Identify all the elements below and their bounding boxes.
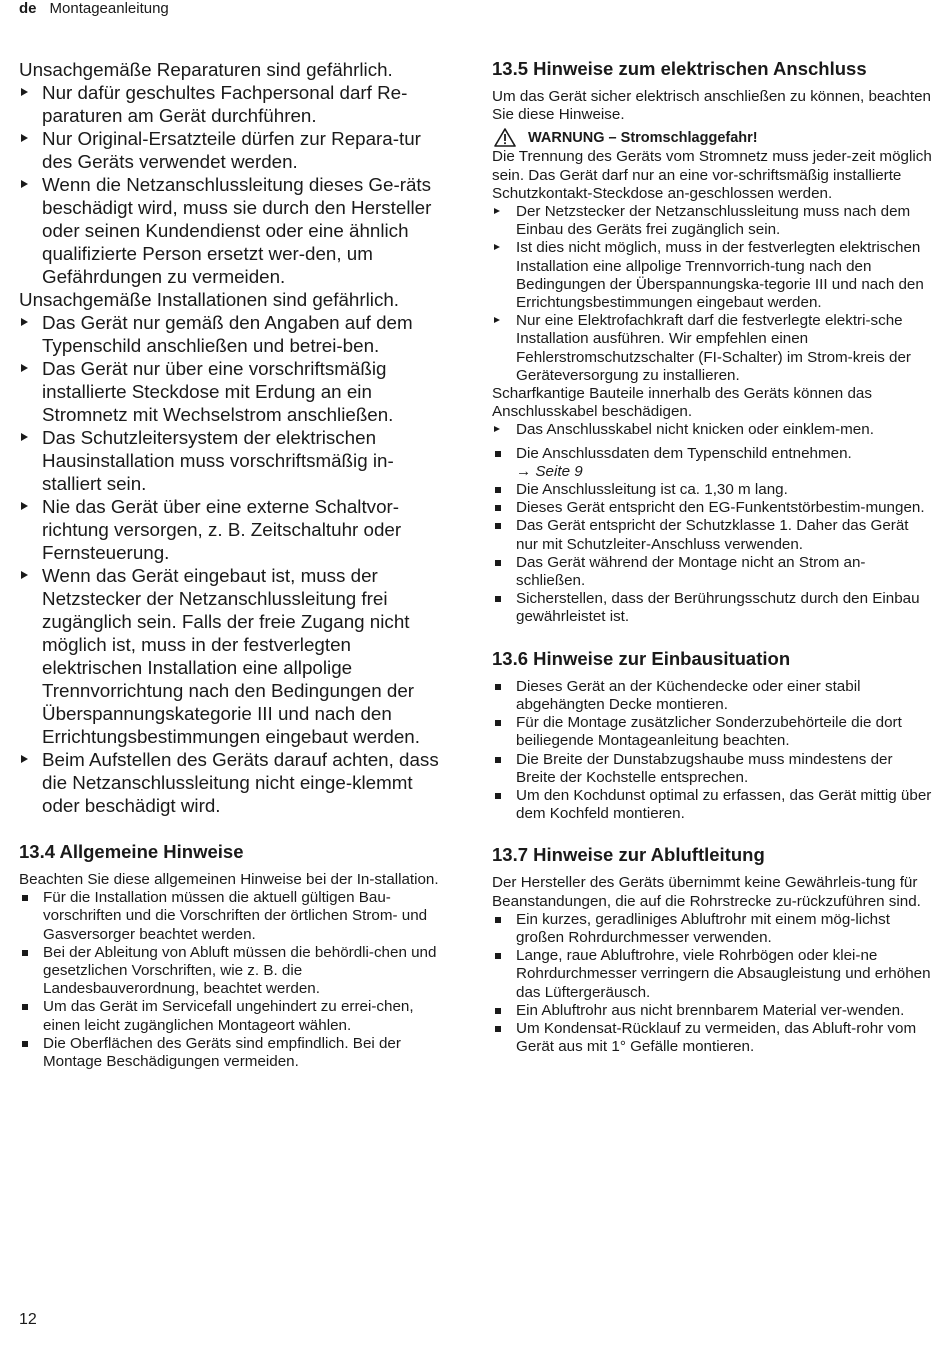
- list-item: Bei der Ableitung von Abluft müssen die behördli-chen und gesetzlichen Vorschriften, wie z. B. die Landesbauverordnung, beachtet werden.: [19, 944, 446, 999]
- list-item: Dieses Gerät an der Küchendecke oder einer stabil abgehängten Decke montieren.: [492, 678, 932, 714]
- list-item: Um den Kochdunst optimal zu erfassen, das Gerät mittig über dem Kochfeld montieren.: [492, 787, 932, 823]
- list-item: Nur dafür geschultes Fachpersonal darf Re-paraturen am Gerät durchführen.: [19, 81, 446, 127]
- list-item: Für die Montage zusätzlicher Sonderzubehörteile die dort beiliegende Montageanleitung beachten.: [492, 714, 932, 750]
- section-intro: Beachten Sie diese allgemeinen Hinweise bei der In-stallation.: [19, 871, 439, 888]
- list-item: Ein Abluftrohr aus nicht brennbarem Material ver-wenden.: [492, 1002, 932, 1020]
- repair-warnings: [19, 58, 446, 817]
- section-13-5: [492, 58, 932, 627]
- list-item: Um das Gerät im Servicefall ungehindert zu errei-chen, einen leicht zugänglichen Montageort wählen.: [19, 998, 446, 1034]
- repair-intro: Unsachgemäße Reparaturen sind gefährlich.: [19, 59, 393, 80]
- exhaust-duct-list: [492, 911, 932, 1057]
- list-item: Ein kurzes, geradliniges Abluftrohr mit einem mög-lichst großen Rohrdurchmesser verwenden.: [492, 911, 932, 947]
- language-code: de: [19, 0, 37, 17]
- page-header: [19, 0, 169, 22]
- document-title: Montageanleitung: [49, 0, 169, 17]
- list-item: Beim Aufstellen des Geräts darauf achten, dass die Netzanschlussleitung nicht einge-klemmt oder beschädigt wird.: [19, 748, 446, 817]
- warning-icon: [494, 128, 516, 147]
- list-item: Das Anschlusskabel nicht knicken oder einklem-men.: [492, 421, 932, 439]
- list-item: Das Gerät nur gemäß den Angaben auf dem Typenschild anschließen und betrei-ben.: [19, 311, 446, 357]
- installation-intro: Unsachgemäße Installationen sind gefährlich.: [19, 289, 400, 310]
- list-item: Das Gerät entspricht der Schutzklasse 1. Daher das Gerät nur mit Schutzleiter-Anschluss verwenden.: [492, 517, 932, 553]
- list-item: Nie das Gerät über eine externe Schaltvor-richtung versorgen, z. B. Zeitschaltuhr oder Fernsteuerung.: [19, 495, 446, 564]
- section-heading: 13.7 Hinweise zur Abluftleitung: [492, 844, 765, 866]
- section-heading: 13.5 Hinweise zum elektrischen Anschluss: [492, 58, 867, 79]
- list-item: Ist dies nicht möglich, muss in der festverlegten elektrischen Installation eine allpolige Trennvorrich-tung nach den Bedingungen der Überspannungska-tegorie III und nach den Errichtungsbestimmungen eingebaut werden.: [492, 239, 932, 312]
- list-item: Die Oberflächen des Geräts sind empfindlich. Bei der Montage Beschädigungen vermeiden.: [19, 1035, 446, 1071]
- sharp-edges-text: Scharfkantige Bauteile innerhalb des Geräts können das Anschlusskabel beschädigen.: [492, 385, 872, 421]
- warning-body: Die Trennung des Geräts vom Stromnetz muss jeder-zeit möglich sein. Das Gerät darf nur an eine vor-schriftsmäßig installierte Schutzkontakt-Steckdose an-geschlossen werden.: [492, 148, 932, 202]
- list-item: Wenn die Netzanschlussleitung dieses Ge-räts beschädigt wird, muss sie durch den Hersteller oder seinen Kundendienst oder eine ähnlich qualifizierte Person ersetzt wer-den, um Gefährdungen zu vermeiden.: [19, 173, 446, 288]
- list-item: Für die Installation müssen die aktuell gültigen Bau-vorschriften und die Vorschriften der örtlichen Strom- und Gasversorger beachtet werden.: [19, 889, 446, 944]
- left-column: [19, 58, 446, 1071]
- warning-text: WARNUNG – Stromschlaggefahr!: [528, 129, 758, 146]
- warning-list: [492, 203, 932, 385]
- list-item: Nur Original-Ersatzteile dürfen zur Repara-tur des Geräts verwendet werden.: [19, 127, 446, 173]
- section-13-7: [492, 844, 932, 1056]
- list-item: [492, 445, 932, 481]
- page-number: 12: [19, 1311, 37, 1328]
- list-item: Nur eine Elektrofachkraft darf die festverlegte elektri-sche Installation ausführen. Wir empfehlen einen Fehlerstromschutzschalter (FI-Schalter) im Strom-kreis der Geräteversorgung zu installieren.: [492, 312, 932, 385]
- warning-label: [492, 128, 932, 147]
- connection-list: [492, 445, 932, 627]
- section-heading: 13.4 Allgemeine Hinweise: [19, 841, 244, 862]
- right-column: [492, 58, 932, 1056]
- list-item: Das Schutzleitersystem der elektrischen Hausinstallation muss vorschriftsmäßig in-stalliert sein.: [19, 426, 446, 495]
- repair-list: [19, 81, 446, 288]
- section-intro: Der Hersteller des Geräts übernimmt keine Gewährleis-tung für Beanstandungen, die auf die Rohrstrecke zu-rückzuführen sind.: [492, 874, 921, 910]
- list-item: Wenn das Gerät eingebaut ist, muss der Netzstecker der Netzanschlussleitung frei zugänglich sein. Falls der freie Zugang nicht möglich ist, muss in der festverlegten elektrischen Installation eine allpolige Trennvorrichtung nach den Bedingungen der Überspannungskategorie III und nach den Errichtungsbestimmungen eingebaut werden.: [19, 564, 446, 748]
- list-item: Um Kondensat-Rücklauf zu vermeiden, das Abluft-rohr vom Gerät aus mit 1° Gefälle montieren.: [492, 1020, 932, 1056]
- list-item: Sicherstellen, dass der Berührungsschutz durch den Einbau gewährleistet ist.: [492, 590, 932, 626]
- list-item: Lange, raue Abluftrohre, viele Rohrbögen oder klei-ne Rohrdurchmesser verringern die Absaugleistung und erhöhen das Lüftergeräusch.: [492, 947, 932, 1002]
- list-item: Der Netzstecker der Netzanschlussleitung muss nach dem Einbau des Geräts frei zugänglich sein.: [492, 203, 932, 239]
- section-13-4: [19, 841, 446, 1071]
- list-item: Das Gerät während der Montage nicht an Strom an-schließen.: [492, 554, 932, 590]
- installation-situation-list: [492, 678, 932, 824]
- sharp-edges-list: [492, 421, 932, 439]
- list-item: Dieses Gerät entspricht den EG-Funkentstörbestim-mungen.: [492, 499, 932, 517]
- general-notes-list: [19, 889, 446, 1071]
- page-reference-link[interactable]: → Seite 9: [516, 462, 583, 480]
- list-item: Die Anschlussleitung ist ca. 1,30 m lang.: [492, 481, 932, 499]
- section-heading: 13.6 Hinweise zur Einbausituation: [492, 647, 791, 669]
- section-intro: Um das Gerät sicher elektrisch anschließen zu können, beachten Sie diese Hinweise.: [492, 88, 931, 124]
- list-item: Die Breite der Dunstabzugshaube muss mindestens der Breite der Kochstelle entsprechen.: [492, 751, 932, 787]
- list-item: Das Gerät nur über eine vorschriftsmäßig installierte Steckdose mit Erdung an ein Stromnetz mit Wechselstrom anschließen.: [19, 357, 446, 426]
- installation-list: [19, 311, 446, 817]
- list-item-text: Die Anschlussdaten dem Typenschild entnehmen.: [516, 444, 852, 462]
- section-13-6: [492, 648, 932, 824]
